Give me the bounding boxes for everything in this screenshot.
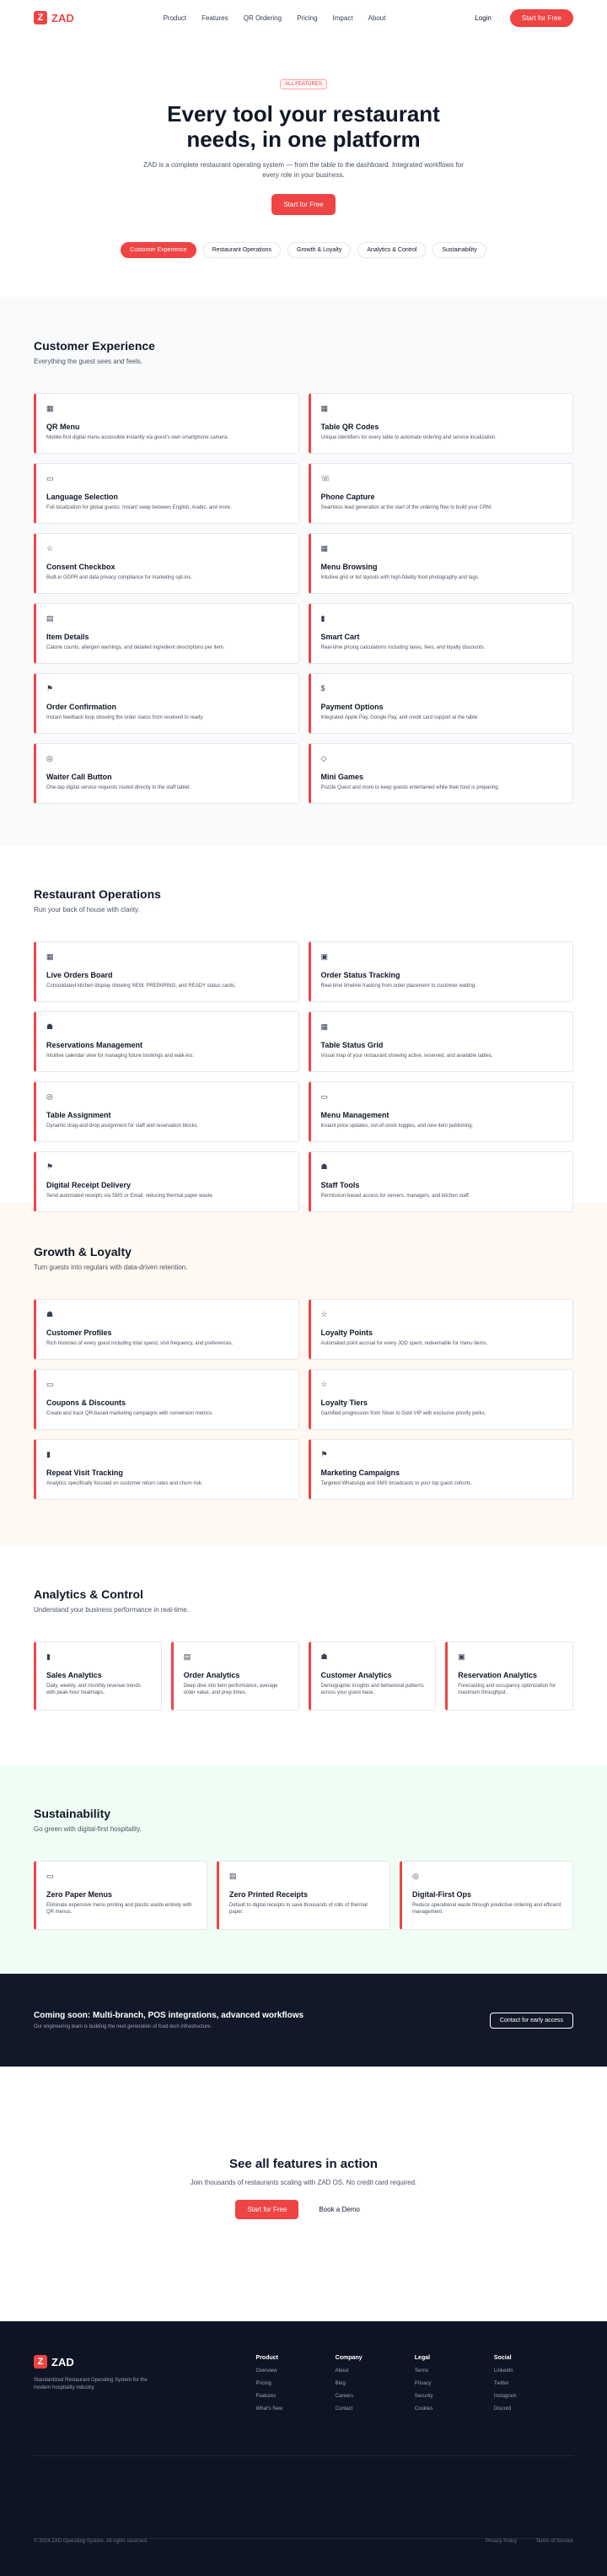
hero-start-button[interactable]: Start for Free (271, 194, 335, 215)
feature-card[interactable] (400, 1861, 573, 1930)
logo[interactable] (34, 11, 74, 24)
feature-description: Mobile-first digital menu accessible instantly via guest's own smartphone camera. (46, 435, 228, 440)
footer-link-careers[interactable]: Careers (335, 2394, 353, 2399)
reservations-icon: ☗ (46, 1022, 54, 1031)
feature-title: Item Details (46, 633, 89, 641)
feature-title: Phone Capture (320, 493, 375, 501)
section-sustainability (0, 1765, 607, 1974)
feature-description: Deep dive into item performance, average order value, and prep times. (183, 1684, 278, 1695)
assign-icon: ◎ (46, 1092, 53, 1101)
feature-card[interactable] (309, 1641, 437, 1711)
nav-links (164, 14, 386, 22)
footer-col-heading: Product (255, 2355, 278, 2361)
section-subtitle: Go green with digital-first hospitality. (34, 1825, 142, 1833)
tab-restaurant-operations[interactable]: Restaurant Operations (203, 242, 281, 258)
language-icon: ▭ (46, 474, 54, 482)
feature-card[interactable] (34, 1861, 207, 1930)
feature-description: Reduce operational waste through predictive ordering and efficient management. (412, 1903, 561, 1915)
section-restaurant-operations (0, 845, 607, 1203)
nav-actions (475, 9, 573, 27)
staff-icon: ☗ (320, 1162, 328, 1171)
receipt-zero-icon: ▤ (229, 1872, 237, 1880)
reservation-analytics-icon: ▣ (458, 1652, 465, 1661)
tab-customer-experience[interactable]: Customer Experience (121, 242, 196, 258)
feature-description: Eliminate expensive menu printing and plastic waste entirely with QR menus. (46, 1903, 192, 1915)
feature-description: Instant feedback loop showing the order status from received to ready. (46, 715, 204, 720)
feature-description: Real-time pricing calculations including taxes, fees, and loyalty discounts. (320, 645, 486, 650)
qr-codes-icon: ▦ (320, 404, 329, 412)
feature-description: Integrated Apple Pay, Google Pay, and credit card support at the table. (320, 715, 479, 720)
footer-col-company (336, 2355, 415, 2412)
logo-text: ZAD (51, 11, 74, 24)
start-free-button[interactable]: Start for Free (510, 9, 573, 27)
footer-col-legal (415, 2355, 494, 2412)
feature-card[interactable] (309, 1299, 574, 1360)
feature-card[interactable] (34, 603, 299, 664)
hero (0, 35, 607, 297)
paper-icon: ▭ (46, 1872, 54, 1880)
feature-description: Visual map of your restaurant showing active, reserved, and available tables. (320, 1054, 493, 1059)
feature-title: Zero Printed Receipts (229, 1890, 309, 1899)
section-title: Analytics & Control (34, 1587, 143, 1601)
feature-title: Smart Cart (320, 633, 360, 641)
footer-logo-text: ZAD (51, 2355, 74, 2369)
feature-description: Forecasting and occupancy optimization for maximum throughput. (458, 1684, 556, 1695)
hero-title: Every tool your restaurant needs, in one platform (167, 101, 440, 152)
feature-card[interactable] (217, 1861, 390, 1930)
footer-link-security[interactable]: Security (414, 2394, 433, 2399)
nav-link-about[interactable]: About (368, 13, 386, 22)
footer-link-cookies[interactable]: Cookies (414, 2406, 433, 2412)
feature-card[interactable] (34, 533, 299, 594)
feature-title: Table Assignment (46, 1111, 111, 1119)
feature-description: Analytics specifically focused on customer return rates and churn risk. (46, 1481, 203, 1486)
feature-title: Staff Tools (320, 1181, 360, 1189)
footer-col-social (494, 2355, 573, 2412)
feature-description: Create and track QR-based marketing campaigns with conversion metrics. (46, 1411, 213, 1416)
feature-card[interactable] (34, 743, 299, 804)
grid-icon: ▦ (320, 1022, 329, 1031)
book-demo-button[interactable]: Book a Demo (307, 2200, 371, 2219)
board-icon: ▦ (46, 952, 54, 961)
feature-card[interactable] (309, 393, 574, 454)
campaign-icon: ⚑ (320, 1450, 328, 1458)
feature-card[interactable] (34, 1641, 162, 1711)
feature-title: Digital Receipt Delivery (46, 1181, 132, 1189)
details-icon: ▤ (46, 614, 54, 622)
nav-link-impact[interactable]: Impact (332, 13, 353, 22)
feature-description: Full localization for global guests. Instant swap between English, Arabic, and more. (46, 505, 232, 510)
feature-title: Language Selection (46, 493, 119, 501)
consent-icon: ☆ (46, 544, 54, 552)
footer-link-linkedin[interactable]: LinkedIn (493, 2369, 513, 2374)
footer-link-about[interactable]: About (335, 2369, 349, 2374)
feature-title: Loyalty Tiers (320, 1398, 368, 1407)
early-access-button[interactable]: Contact for early access (490, 2013, 573, 2029)
section-subtitle: Everything the guest sees and feels. (34, 358, 142, 365)
nav-link-features[interactable]: Features (201, 13, 228, 22)
coming-soon-banner (0, 1974, 607, 2067)
visit-icon: ▮ (46, 1450, 51, 1458)
payment-icon: $ (320, 684, 325, 693)
coming-soon-description: Our engineering team is building the next generation of food-tech infrastructure. (34, 2024, 212, 2029)
footer-link-terms[interactable]: Terms (414, 2369, 429, 2374)
feature-grid (34, 1641, 573, 1711)
feature-title: Marketing Campaigns (320, 1469, 400, 1477)
feature-card[interactable] (309, 1439, 574, 1500)
final-start-button[interactable]: Start for Free (235, 2200, 298, 2219)
feature-description: Calorie counts, allergen warnings, and detailed ingredient descriptions per item. (46, 645, 225, 650)
section-customer-experience (0, 297, 607, 845)
tiers-icon: ☆ (320, 1380, 328, 1388)
feature-title: Consent Checkbox (46, 563, 115, 571)
section-title: Sustainability (34, 1807, 111, 1820)
footer-col-heading: Legal (414, 2355, 431, 2361)
customer-analytics-icon: ☗ (320, 1652, 328, 1661)
section-growth-loyalty (0, 1203, 607, 1545)
footer-terms-link[interactable]: Terms of Service (535, 2539, 573, 2544)
menu-browse-icon: ▦ (320, 544, 329, 552)
feature-card[interactable] (34, 1151, 299, 1212)
feature-tabs (0, 242, 607, 258)
footer-link-overview[interactable]: Overview (255, 2369, 277, 2374)
feature-card[interactable] (34, 673, 299, 734)
footer-col-product (256, 2355, 336, 2412)
receipt-icon: ⚑ (46, 1162, 54, 1171)
games-icon: ◇ (320, 754, 327, 763)
feature-title: Order Analytics (183, 1671, 240, 1679)
feature-title: Payment Options (320, 703, 384, 711)
feature-description: Intuitive calendar view for managing future bookings and walk-ins. (46, 1054, 195, 1059)
section-subtitle: Turn guests into regulars with data-driven retention. (34, 1264, 188, 1271)
feature-title: Customer Analytics (320, 1671, 392, 1679)
footer-link-discord[interactable]: Discord (493, 2406, 512, 2412)
feature-title: Loyalty Points (320, 1328, 373, 1337)
feature-title: QR Menu (46, 423, 80, 431)
confirm-icon: ⚑ (46, 684, 54, 693)
feature-title: Menu Management (320, 1111, 389, 1119)
feature-description: Send automated receipts via SMS or Email, reducing thermal paper waste. (46, 1194, 214, 1199)
feature-card[interactable] (34, 1439, 299, 1500)
section-title: Growth & Loyalty (34, 1245, 132, 1258)
footer-link-twitter[interactable]: Twitter (493, 2381, 509, 2386)
nav-link-product[interactable]: Product (163, 13, 187, 22)
menu-mgmt-icon: ▭ (320, 1092, 329, 1101)
feature-title: Menu Browsing (320, 563, 378, 571)
feature-title: Waiter Call Button (46, 773, 112, 781)
waiter-icon: ◎ (46, 754, 53, 763)
feature-card[interactable] (34, 393, 299, 454)
feature-card[interactable] (309, 533, 574, 594)
feature-title: Digital-First Ops (412, 1890, 472, 1899)
footer-logo[interactable] (34, 2355, 256, 2369)
final-cta (0, 2067, 607, 2321)
hero-description: ZAD is a complete restaurant operating system — from the table to the dashboard. Integrated workflows for every role in your business. (143, 161, 464, 179)
feature-description: One-tap digital service requests routed directly to the staff tablet. (46, 785, 191, 790)
feature-grid (34, 1299, 573, 1500)
feature-description: Permission-based access for servers, managers, and kitchen staff. (320, 1194, 470, 1199)
feature-title: Zero Paper Menus (46, 1890, 113, 1899)
section-analytics-control (0, 1545, 607, 1765)
section-title: Restaurant Operations (34, 887, 161, 901)
feature-grid (34, 941, 573, 1212)
feature-description: Rich histories of every guest including total spend, visit frequency, and preferences. (46, 1341, 234, 1346)
feature-description: Built-in GDPR and data privacy compliance for marketing opt-ins. (46, 575, 193, 580)
qr-icon: ▦ (46, 404, 54, 412)
section-title: Customer Experience (34, 339, 155, 353)
feature-title: Order Confirmation (46, 703, 117, 711)
section-subtitle: Understand your business performance in real-time. (34, 1606, 190, 1614)
feature-card[interactable] (309, 1369, 574, 1430)
logo-mark: Z (34, 11, 47, 24)
feature-title: Mini Games (320, 773, 364, 781)
footer-link-privacy[interactable]: Privacy (414, 2381, 432, 2386)
feature-description: Demographic insights and behavioral patterns across your guest base. (320, 1684, 424, 1695)
feature-card[interactable] (34, 1369, 299, 1430)
footer-col-heading: Company (335, 2355, 363, 2361)
footer-divider (34, 2455, 573, 2456)
feature-grid (34, 393, 573, 804)
login-link[interactable]: Login (475, 13, 492, 22)
footer-link-pricing[interactable]: Pricing (255, 2381, 271, 2386)
feature-description: Gamified progression from Silver to Gold VIP with exclusive priority perks. (320, 1411, 486, 1416)
feature-card[interactable] (309, 1081, 574, 1142)
feature-title: Table Status Grid (320, 1041, 384, 1049)
sales-icon: ▮ (46, 1652, 51, 1661)
tab-sustainability[interactable]: Sustainability (432, 242, 486, 258)
feature-grid (34, 1861, 573, 1930)
feature-description: Unique identifiers for every table to automate ordering and service localization. (320, 435, 497, 440)
feature-card[interactable] (309, 673, 574, 734)
profiles-icon: ☗ (46, 1310, 54, 1318)
feature-card[interactable] (309, 1011, 574, 1072)
feature-description: Puzzle Quest and more to keep guests entertained while their food is preparing. (320, 785, 500, 790)
final-description: Join thousands of restaurants scaling with ZAD OS. No credit card required. (190, 2179, 417, 2186)
feature-card[interactable] (309, 941, 574, 1002)
feature-card[interactable] (34, 463, 299, 524)
footer-tagline: Standardized Restaurant Operating System for the modern hospitality industry. (34, 2378, 148, 2390)
feature-card[interactable] (309, 743, 574, 804)
feature-description: Default to digital receipts to save thousands of rolls of thermal paper. (229, 1903, 368, 1915)
feature-card[interactable] (34, 1011, 299, 1072)
feature-title: Order Status Tracking (320, 971, 400, 979)
feature-description: Seamless lead generation at the start of the ordering flow to build your CRM. (320, 505, 492, 510)
copyright: © 2024 ZAD Operating System. All rights reserved. (34, 2539, 148, 2544)
coupon-icon: ▭ (46, 1380, 54, 1388)
feature-title: Customer Profiles (46, 1328, 112, 1337)
footer-link-whats-new[interactable]: What's New (255, 2406, 283, 2412)
feature-card[interactable] (171, 1641, 299, 1711)
coming-soon-title: Coming soon: Multi-branch, POS integrations, advanced workflows (34, 2011, 304, 2020)
feature-description: Dynamic drag-and-drop assignment for staff and reservation blocks. (46, 1124, 199, 1129)
feature-card[interactable] (34, 1299, 299, 1360)
feature-description: Daily, weekly, and monthly revenue trends with peak-hour heatmaps. (46, 1684, 141, 1695)
nav-link-qr-ordering[interactable]: QR Ordering (243, 13, 282, 22)
feature-description: Intuitive grid or list layouts with high-fidelity food photography and tags. (320, 575, 480, 580)
feature-title: Live Orders Board (46, 971, 113, 979)
feature-description: Instant price updates, out-of-stock toggles, and new item publishing. (320, 1124, 474, 1129)
footer-link-features[interactable]: Features (255, 2394, 277, 2399)
top-nav (0, 0, 607, 35)
feature-card[interactable] (34, 1081, 299, 1142)
feature-description: Consolidated kitchen display showing NEW, PREPARING, and READY status cards. (46, 984, 236, 989)
footer-col-heading: Social (493, 2355, 512, 2361)
feature-title: Repeat Visit Tracking (46, 1469, 123, 1477)
section-subtitle: Run your back of house with clarity. (34, 906, 140, 913)
feature-title: Reservations Management (46, 1041, 143, 1049)
phone-icon: ☏ (320, 474, 330, 482)
footer-link-blog[interactable]: Blog (335, 2381, 346, 2386)
feature-card[interactable] (309, 1151, 574, 1212)
feature-title: Reservation Analytics (458, 1671, 537, 1679)
tab-analytics-control[interactable]: Analytics & Control (357, 242, 426, 258)
order-analytics-icon: ▤ (183, 1652, 191, 1661)
feature-title: Coupons & Discounts (46, 1398, 126, 1407)
footer-link-instagram[interactable]: Instagram (493, 2394, 517, 2399)
cart-icon: ▮ (320, 614, 325, 622)
feature-card[interactable] (309, 463, 574, 524)
feature-description: Targeted WhatsApp and SMS broadcasts to your top guest cohorts. (320, 1481, 472, 1486)
digital-icon: ◎ (412, 1872, 419, 1880)
nav-link-pricing[interactable]: Pricing (297, 13, 318, 22)
feature-card[interactable] (309, 603, 574, 664)
feature-title: Sales Analytics (46, 1671, 102, 1679)
footer-link-contact[interactable]: Contact (335, 2406, 353, 2412)
feature-description: Real-time timeline tracking from order placement to customer waiting. (320, 984, 476, 989)
feature-description: Automated point accrual for every JOD spent, redeemable for menu items. (320, 1341, 488, 1346)
footer-privacy-policy-link[interactable]: Privacy Policy (485, 2539, 518, 2544)
feature-card[interactable] (445, 1641, 573, 1711)
feature-title: Table QR Codes (320, 423, 379, 431)
footer-bottom (34, 2538, 573, 2544)
points-icon: ☆ (320, 1310, 328, 1318)
feature-card[interactable] (34, 941, 299, 1002)
footer-logo-mark: Z (34, 2355, 47, 2369)
tab-growth-loyalty[interactable]: Growth & Loyalty (287, 242, 351, 258)
final-title: See all features in action (229, 2157, 378, 2171)
tracking-icon: ▣ (320, 952, 329, 961)
hero-badge: ALL FEATURES (280, 79, 327, 89)
